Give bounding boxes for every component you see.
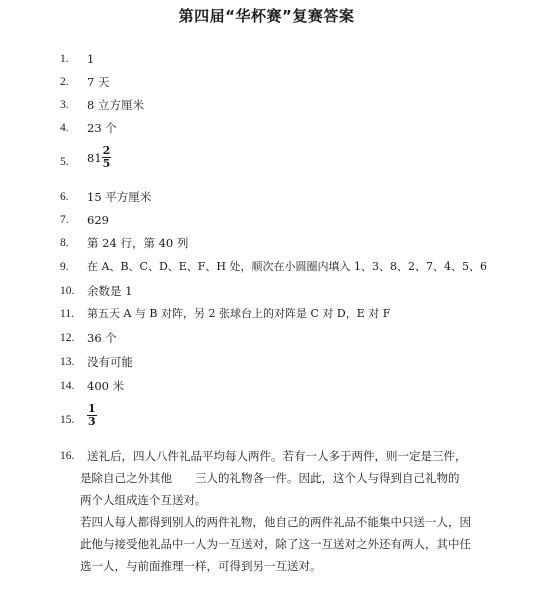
answer-16-line: 此他与接受他礼品中一人为一互送对，除了这一互送对之外还有两人，其中任 — [80, 537, 471, 551]
answer-text: 8 立方厘米 — [87, 98, 144, 112]
answer-number: 9. — [60, 261, 69, 273]
answer-text: 23 个 — [87, 121, 117, 135]
answer-16-line: 选一人，与前面推理一样，可得到另一互送对。 — [80, 559, 322, 573]
answer-number: 10. — [60, 285, 75, 297]
answer-text: 629 — [87, 213, 109, 227]
answer-number: 4. — [60, 122, 69, 134]
answer-fraction — [87, 403, 97, 428]
answer-number: 14. — [60, 380, 75, 392]
fraction-denominator: 5 — [102, 157, 111, 170]
fraction-denominator: 3 — [88, 415, 96, 428]
mixed-whole: 81 — [87, 150, 102, 165]
answer-text: 没有可能 — [87, 355, 133, 369]
answer-mixed-number — [87, 145, 111, 170]
answer-text: 1 — [87, 52, 95, 66]
answer-16-line: 是除自己之外其他 三人的礼物各一件。因此，这个人与得到自己礼物的 — [80, 471, 460, 485]
fraction — [87, 403, 97, 428]
fraction-numerator: 2 — [102, 144, 111, 157]
answer-text: 36 个 — [87, 331, 117, 345]
answer-16-line: 若四人每人都得到别人的两件礼物，他自己的两件礼品不能集中只送一人，因 — [80, 515, 471, 529]
answer-number: 12. — [60, 332, 75, 344]
answer-text: 第 24 行，第 40 列 — [87, 236, 189, 250]
answer-text: 第五天 A 与 B 对阵，另 2 张球台上的对阵是 C 对 D，E 对 F — [87, 307, 391, 320]
answer-text: 15 平方厘米 — [87, 190, 152, 204]
answer-number: 16. — [60, 450, 75, 462]
answer-16-line: 两个人组成连个互送对。 — [80, 493, 207, 507]
fraction — [102, 145, 112, 170]
answer-number: 13. — [60, 356, 75, 368]
answer-text: 余数是 1 — [87, 284, 133, 298]
answer-text: 7 天 — [87, 75, 110, 89]
answer-text: 在 A、B、C、D、E、F、H 处，顺次在小圆圈内填入 1、3、8、2、7、4、5、6 — [87, 260, 487, 273]
answer-16-continuation — [80, 467, 500, 577]
answer-number: 2. — [60, 76, 69, 88]
answer-number: 1. — [60, 53, 69, 65]
answer-text: 送礼后，四人八件礼品平均每人两件。若有一人多于两件，则一定是三件， — [87, 449, 467, 463]
answer-text: 400 米 — [87, 379, 125, 393]
answer-number: 15. — [60, 414, 75, 426]
answer-number: 3. — [60, 99, 69, 111]
answer-number: 7. — [60, 214, 69, 226]
fraction-numerator: 1 — [88, 402, 96, 415]
answer-number: 5. — [60, 156, 69, 168]
page-title: 第四届“华杯赛”复赛答案 — [178, 7, 355, 25]
answer-number: 11. — [60, 308, 74, 320]
answer-number: 6. — [60, 191, 69, 203]
answer-number: 8. — [60, 237, 69, 249]
